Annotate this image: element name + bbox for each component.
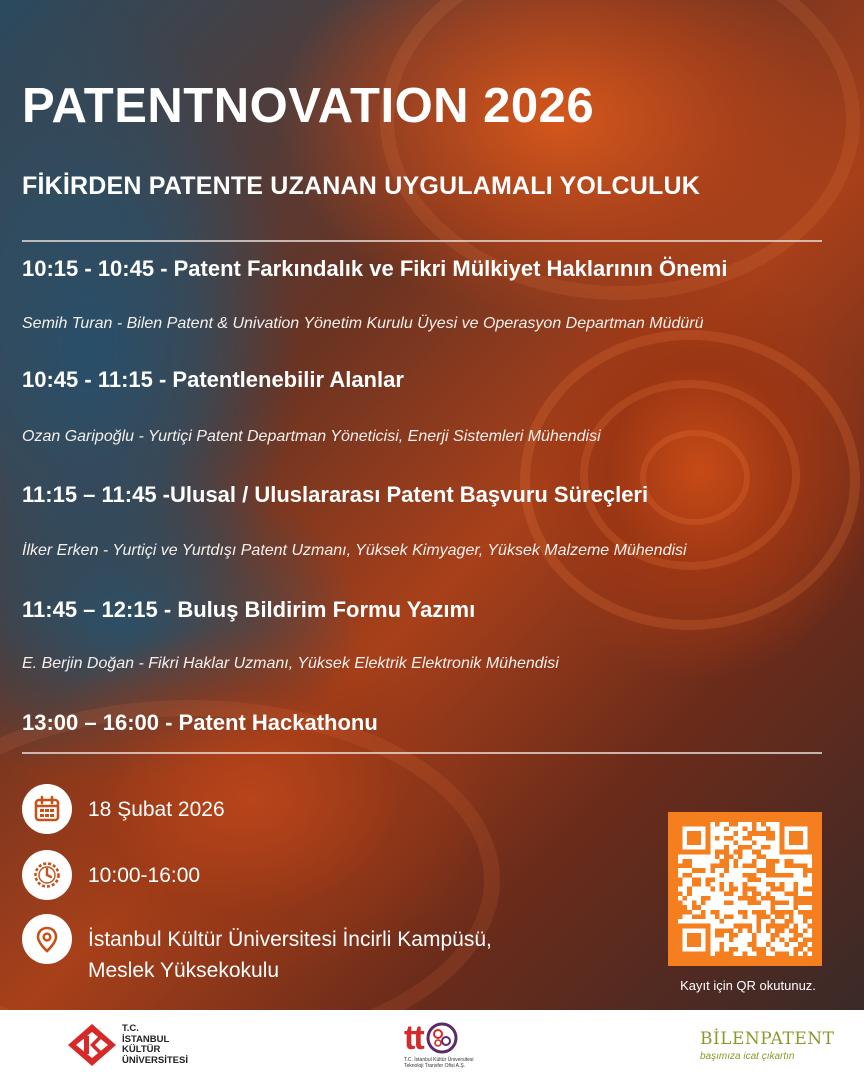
registration-qr-code[interactable] [668, 812, 822, 966]
session-2-title: 10:45 - 11:15 - Patentlenebilir Alanlar [22, 367, 404, 392]
swirl-decoration [640, 430, 750, 525]
tto-line-2: Teknoloji Transfer Ofisi A.Ş. [404, 1063, 466, 1069]
location-pin-icon [22, 914, 72, 964]
tto-logo [404, 1018, 473, 1072]
iku-line-1: T.C. [122, 1023, 139, 1034]
bilen-patent-name: BİLENPATENT [700, 1028, 835, 1049]
bilen-patent-logo [700, 1018, 834, 1072]
location-line-2: Meslek Yüksekokulu [88, 959, 280, 982]
event-subtitle: FİKİRDEN PATENTE UZANAN UYGULAMALI YOLCULUK [22, 172, 701, 200]
session-4-title: 11:45 – 12:15 - Buluş Bildirim Formu Yazımı [22, 597, 476, 622]
iku-logo [66, 1018, 188, 1072]
session-5-title: 13:00 – 16:00 - Patent Hackathonu [22, 710, 378, 735]
session-2-speaker: Ozan Garipoğlu - Yurtiçi Patent Departman Yöneticisi, Enerji Sistemleri Mühendisi [22, 428, 601, 445]
session-1-speaker: Semih Turan - Bilen Patent & Univation Yönetim Kurulu Üyesi ve Operasyon Departman Müdürü [22, 315, 704, 332]
location-line-1: İstanbul Kültür Üniversitesi İncirli Kampüsü, [88, 928, 492, 951]
tto-mark: tt [404, 1019, 423, 1057]
qr-code-pattern [678, 822, 812, 956]
session-4-speaker: E. Berjin Doğan - Fikri Haklar Uzmanı, Yüksek Elektrik Elektronik Mühendisi [22, 655, 559, 672]
swirl-decoration [380, 0, 860, 300]
event-location [88, 924, 492, 986]
sponsor-footer [0, 1010, 864, 1080]
event-title: PATENTNOVATION 2026 [22, 79, 595, 133]
session-1-title: 10:15 - 10:45 - Patent Farkındalık ve Fikri Mülkiyet Haklarının Önemi [22, 256, 728, 281]
iku-line-4: ÜNİVERSİTESİ [122, 1054, 188, 1066]
session-3-title: 11:15 – 11:45 -Ulusal / Uluslararası Patent Başvuru Süreçleri [22, 482, 649, 507]
top-divider [22, 240, 822, 242]
session-3-speaker: İlker Erken - Yurtiçi ve Yurtdışı Patent Uzmanı, Yüksek Kimyager, Yüksek Malzeme Mühendisi [22, 542, 687, 559]
qr-caption: Kayıt için QR okutunuz. [680, 978, 816, 993]
iku-line-2: İSTANBUL [122, 1033, 170, 1045]
bottom-divider [22, 752, 822, 754]
iku-line-3: KÜLTÜR [122, 1044, 161, 1055]
clock-icon [22, 850, 72, 900]
bilen-patent-slogan: başımıza icat çıkartın [700, 1050, 795, 1062]
event-date: 18 Şubat 2026 [88, 798, 225, 821]
tto-line-1: T.C. İstanbul Kültür Üniversitesi [404, 1057, 474, 1063]
tto-globe-icon [425, 1021, 459, 1055]
iku-emblem-icon [66, 1022, 118, 1068]
event-time: 10:00-16:00 [88, 864, 201, 887]
calendar-icon [22, 784, 72, 834]
